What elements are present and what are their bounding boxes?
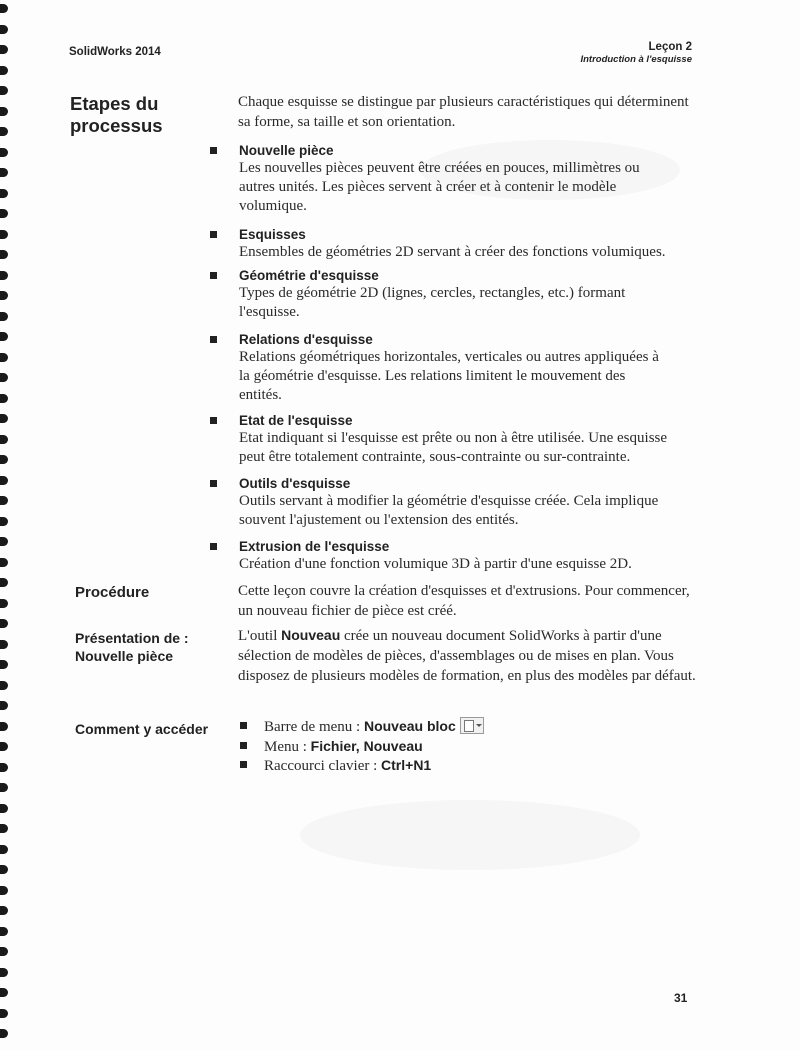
binding-ring [0,804,8,813]
bullet-title: Nouvelle pièce [239,143,334,158]
new-document-icon[interactable] [460,717,484,734]
access-item-prefix: Menu : [264,739,311,755]
binding-ring [0,947,8,956]
binding-ring [0,476,8,485]
bullet-marker [210,272,217,279]
access-item-value: Fichier, Nouveau [310,738,423,754]
dropdown-arrow-icon [476,724,482,727]
binding-ring [0,4,8,13]
binding-ring [0,537,8,546]
binding-ring [0,558,8,567]
section-title-line2: processus [70,115,163,136]
procedure-text: Cette leçon couvre la création d'esquisses et d'extrusions. Pour commencer, un nouveau fichier de pièce est créé. [238,583,690,619]
bullet-title: Relations d'esquisse [239,332,373,347]
access-item-shortcut [240,756,431,775]
section-intro: Chaque esquisse se distingue par plusieurs caractéristiques qui déterminent sa forme, sa taille et son orientation. [238,94,689,130]
access-item-menu [240,737,423,756]
binding-ring [0,619,8,628]
binding-ring [0,66,8,75]
bullet-marker [210,480,217,487]
bullet-marker [210,231,217,238]
binding-ring [0,332,8,341]
binding-ring [0,209,8,218]
procedure-label: Procédure [75,584,150,601]
binding-ring [0,681,8,690]
page-number: 31 [674,991,688,1005]
binding-ring [0,496,8,505]
access-item-menubar [240,717,484,736]
access-label: Comment y accéder [75,721,209,737]
binding-ring [0,824,8,833]
binding-ring [0,312,8,321]
binding-ring [0,455,8,464]
bullet-title: Extrusion de l'esquisse [239,539,390,554]
binding-ring [0,168,8,177]
binding-ring [0,988,8,997]
binding-ring [0,1009,8,1018]
binding-ring [0,886,8,895]
bullet-description: Ensembles de géométries 2D servant à créer des fonctions volumiques. [239,244,666,260]
presentation-text-end: crée un nouveau document SolidWorks à partir d'une sélection de modèles de pièces, d'assemblages ou de mises en plan. Vous disposez de plusieurs modèles de formation, en plus des modèles par défaut. [238,628,696,684]
header-subtitle: Introduction à l'esquisse [580,54,692,65]
binding-ring [0,291,8,300]
binding-ring [0,763,8,772]
presentation-text [238,625,698,686]
binding-ring [0,107,8,116]
bullet-description: Les nouvelles pièces peuvent être créées en pouces, millimètres ou autres unités. Les pièces servent à créer et à contenir le modèle volumique. [239,160,640,214]
header-lesson: Leçon 2 [648,41,692,53]
bullet-description: Types de géométrie 2D (lignes, cercles, rectangles, etc.) formant l'esquisse. [239,285,626,320]
bullet-title: Outils d'esquisse [239,476,351,491]
binding-ring [0,701,8,710]
binding-ring [0,271,8,280]
presentation-label-line2: Nouvelle pièce [75,648,174,664]
binding-ring [0,394,8,403]
bullet-title: Esquisses [239,227,306,242]
presentation-label [75,629,225,665]
access-item-prefix: Barre de menu : [264,719,364,735]
presentation-label-line1: Présentation de : [75,630,189,646]
section-title-line1: Etapes du [70,93,159,114]
bullet-marker [210,417,217,424]
binding-ring [0,640,8,649]
bullet-marker [210,147,217,154]
access-item-value: Nouveau bloc [363,718,456,734]
binding-ring [0,25,8,34]
header-product: SolidWorks 2014 [69,46,161,58]
bullet-marker [240,761,247,768]
binding-ring [0,722,8,731]
binding-ring [0,578,8,587]
paper-smudge [300,800,640,870]
binding-ring [0,250,8,259]
binding-ring [0,45,8,54]
bullet-description: Relations géométriques horizontales, verticales ou autres appliquées à la géométrie d'esquisse. Les relations limitent le mouvement des entités. [239,349,659,403]
binding-ring [0,435,8,444]
binding-ring [0,742,8,751]
access-item-prefix: Raccourci clavier : [264,758,382,774]
bullet-description: Outils servant à modifier la géométrie d'esquisse créée. Cela implique souvent l'ajustement ou l'extension des entités. [239,493,659,528]
binding-ring [0,353,8,362]
bullet-marker [210,543,217,550]
binding-ring [0,127,8,136]
binding-ring [0,599,8,608]
binding-ring [0,373,8,382]
binding-ring [0,148,8,157]
presentation-tool-name: Nouveau [281,627,341,643]
binding-ring [0,927,8,936]
bullet-description: Etat indiquant si l'esquisse est prête ou non à être utilisée. Une esquisse peut être totalement contrainte, sous-contrainte ou sur-contrainte. [239,430,668,465]
bullet-marker [210,336,217,343]
bullet-marker [240,742,247,749]
binding-ring [0,845,8,854]
binding-ring [0,906,8,915]
bullet-title: Géométrie d'esquisse [239,268,379,283]
section-title [70,93,200,137]
bullet-description: Création d'une fonction volumique 3D à partir d'une esquisse 2D. [239,556,632,572]
binding-ring [0,783,8,792]
binding-ring [0,414,8,423]
binding-ring [0,230,8,239]
binding-ring [0,517,8,526]
access-item-value: Ctrl+N1 [381,757,432,773]
binding-ring [0,1029,8,1038]
bullet-marker [240,722,247,729]
binding-ring [0,865,8,874]
presentation-text-start: L'outil [238,628,282,644]
document-glyph [464,720,474,732]
binding-ring [0,968,8,977]
binding-ring [0,86,8,95]
spiral-binding [0,0,16,1050]
bullet-title: Etat de l'esquisse [239,413,353,428]
header-lesson-block [580,41,692,65]
binding-ring [0,189,8,198]
binding-ring [0,660,8,669]
